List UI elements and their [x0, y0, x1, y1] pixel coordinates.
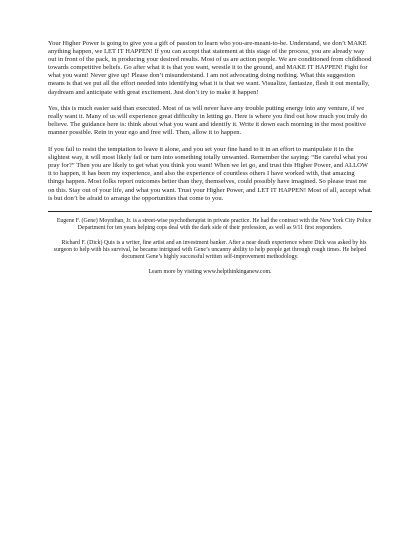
article-paragraph-2: Yes, this is much easier said than executed. Most of us will never have any trouble putting energy into any venture, if we really want it. Many of us will experience great difficulty in letting go. Here is where you find out how much you truly do believe. The guidance here is: think about what you want and identify it. Write it down each morning in the most positive manner possible. Rein in your ego and free will. Then, allow it to happen. — [48, 105, 368, 137]
learn-more-line: Learn more by visiting www.helpthinkinganew.com. — [148, 269, 272, 276]
article-body — [48, 40, 372, 203]
bio-dick-quis: Richard F. (Dick) Quis is a writer, fine artist and an investment banker. After a near death experience where Dick was asked by his surgeon to help with his survival, he became intrigued with Gene’s uncanny ability to help people get through rough times. He helped document Gene’s highly successful written self-improvement methodology. — [53, 239, 367, 260]
document-page — [48, 40, 372, 283]
article-paragraph-3: If you fail to resist the temptation to leave it alone, and you set your fine hand to it in an effort to manipulate it in the slightest way, it will most likely fail or turn into something totally unwanted. Remember the saying: “Be careful what you pray for?” Then you are likely to get what you think you want! When we let go, and trust this Higher Power, and ALLOW it to happen, it has been my experience, and also the experience of countless others I have worked with, that amazing things happen. Most folks report outcomes better than they, themselves, could possibly have imagined. So please trust me on this. Stay out of your life, and what you want. Trust your Higher Power, and LET IT HAPPEN! Most of all, accept what is but don’t be afraid to arrange the opportunities that come to you. — [48, 146, 371, 202]
section-divider — [48, 211, 372, 212]
bio-gene-moynihan: Eugene F. (Gene) Moynihan, Jr. is a street-wise psychotherapist in private practice. He had the contract with the New York City Police Department for ten years helping cops deal with the dark side of their profession, as well as 9/11 first responders. — [56, 218, 372, 232]
article-paragraph-1: Your Higher Power is going to give you a gift of passion to learn who you-are-meant-to-be. Understand, we don’t MAKE anything happen, we LET IT HAPPEN! If you can accept that statement at this stage of the process, you are already way out in front of the pack, in producing your desired results. Most of us are action people. We are conditioned from childhood towards competitive beliefs. Go after what it is that you want, wrestle it to the ground, and MAKE IT HAPPEN! Fight for what you want! Never give up! Please don’t misunderstand. I am not advocating doing nothing. What this suggestion means is that we put all the effort needed into identifying what it is that we want. Visualize, fantasize, flesh it out mentally, daydream and anticipate with great excitement. Just don’t try to make it happen! — [48, 40, 372, 96]
author-bios — [48, 218, 372, 276]
